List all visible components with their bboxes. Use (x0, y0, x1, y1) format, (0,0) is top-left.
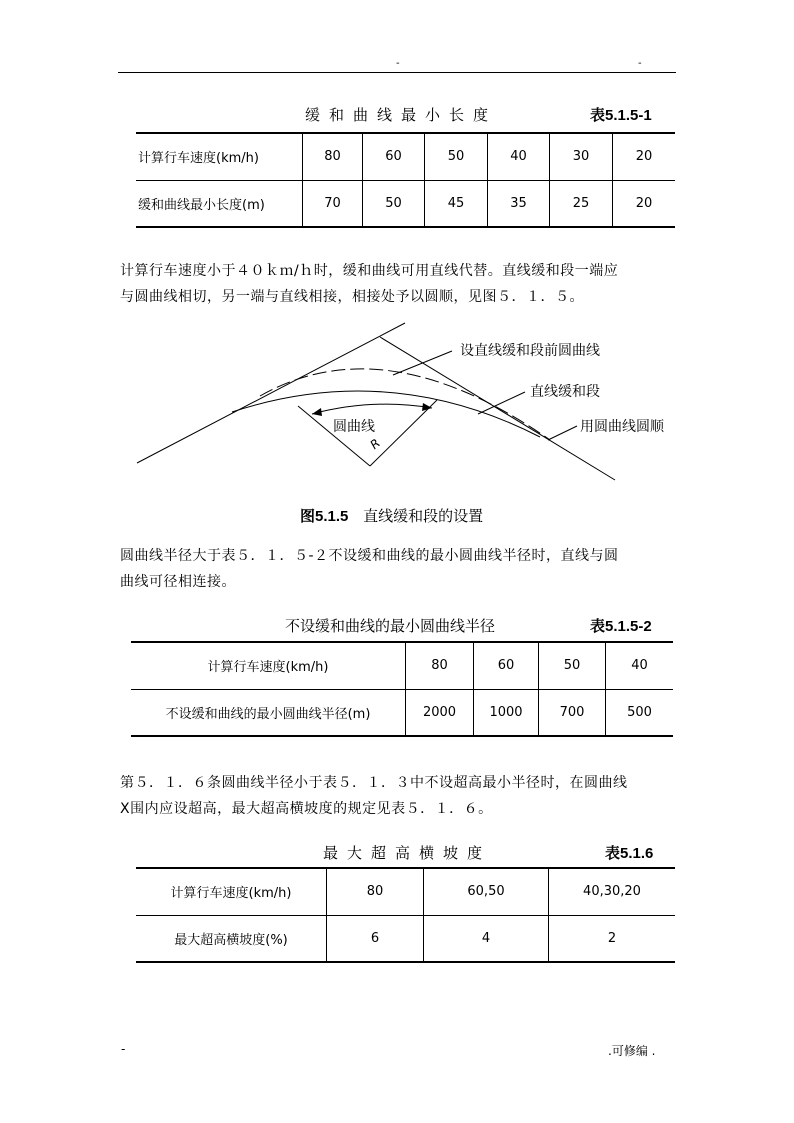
figure-label: 设直线缓和段前圆曲线 (460, 343, 600, 359)
table-cell: 500 (606, 689, 674, 736)
table-cell: 缓和曲线最小长度(m) (138, 197, 265, 213)
table-cell: 最大超高横坡度(%) (174, 932, 288, 948)
table-cell: 700 (539, 689, 606, 736)
footer-text: .可修编 . (608, 1044, 656, 1058)
table-number: 表5.1.6 (605, 845, 654, 862)
figure-label: 圆曲线 (333, 419, 375, 435)
table-row (136, 915, 675, 962)
figure-caption (300, 505, 483, 526)
table-cell: 60 (363, 133, 425, 180)
table-cell: 80 (303, 133, 363, 180)
figure-label: 直线缓和段 (530, 384, 600, 400)
radius-line (298, 406, 370, 466)
table-cell: 20 (613, 133, 676, 180)
table-cell: 25 (550, 180, 613, 227)
paragraph-line: 圆曲线半径大于表５．１．５-２不设缓和曲线的最小圆曲线半径时，直线与圆 (120, 548, 619, 564)
table-number: 表5.1.5-2 (590, 618, 652, 635)
paragraph-line: 计算行车速度小于４０ｋｍ/ｈ时，缓和曲线可用直线代替。直线缓和段一端应 (120, 263, 619, 279)
table-cell: 计算行车速度(km/h) (131, 642, 406, 689)
figure-caption-number: 图5.1.5 (300, 508, 349, 525)
transition-curve (232, 391, 540, 437)
table-cell: 计算行车速度(km/h) (136, 868, 327, 915)
paragraph-line: X围内应设超高，最大超高横坡度的规定见表５．１．６。 (120, 801, 493, 817)
table-cell: 4 (424, 915, 549, 962)
table-cell: 计算行车速度(km/h) (136, 133, 303, 180)
leader-line (393, 351, 452, 375)
paragraph (120, 770, 680, 822)
table-title: 缓和曲线最小长度 (305, 106, 498, 124)
paragraph-line: 曲线可径相连接。 (120, 574, 236, 590)
table-max-superelevation (136, 867, 675, 963)
table-cell: 20 (613, 180, 676, 227)
arc-dimension (312, 404, 432, 414)
table-cell: 30 (550, 133, 613, 180)
table-row (131, 642, 673, 689)
table-cell: 不设缓和曲线的最小圆曲线半径(m) (165, 706, 371, 722)
table-cell: 70 (303, 180, 363, 227)
header-mark: - (638, 58, 642, 69)
radius-label: R (367, 435, 383, 453)
table-cell: 2 (549, 915, 676, 962)
footer-mark: - (121, 1042, 126, 1056)
table-cell: 80 (406, 642, 474, 689)
radius-line (370, 400, 437, 466)
paragraph-line: 第５．１．６条圆曲线半径小于表５．１．３中不设超高最小半径时，在圆曲线 (120, 775, 628, 791)
table-cell: 40 (488, 133, 550, 180)
table-cell: 50 (363, 180, 425, 227)
table-title: 最大超高横坡度 (323, 844, 492, 862)
figure-diagram (0, 0, 794, 560)
table-row (136, 868, 675, 915)
table-cell: 2000 (406, 689, 474, 736)
table-title: 不设缓和曲线的最小圆曲线半径 (285, 617, 496, 635)
table-cell: 40,30,20 (549, 868, 676, 915)
table-row (131, 689, 673, 736)
leader-line (548, 426, 577, 440)
table-cell: 6 (327, 915, 424, 962)
figure-caption-text: 直线缓和段的设置 (363, 507, 484, 525)
figure-label: 用圆曲线圆顺 (580, 419, 664, 435)
table-cell: 60 (474, 642, 539, 689)
table-cell: 50 (539, 642, 606, 689)
straight-line (137, 323, 405, 463)
table-cell: 40 (606, 642, 674, 689)
table-min-radius (131, 641, 673, 737)
header-mark: - (396, 58, 400, 69)
table-number: 表5.1.5-1 (590, 107, 652, 124)
table-cell: 80 (327, 868, 424, 915)
table-cell: 60,50 (424, 868, 549, 915)
table-cell: 50 (425, 133, 488, 180)
arrow-head (312, 408, 322, 416)
paragraph (120, 543, 680, 595)
table-cell: 1000 (474, 689, 539, 736)
table-cell: 35 (488, 180, 550, 227)
paragraph-line: 与圆曲线相切，另一端与直线相接，相接处予以圆顺，见图５．１．５。 (120, 289, 584, 305)
table-cell: 45 (425, 180, 488, 227)
